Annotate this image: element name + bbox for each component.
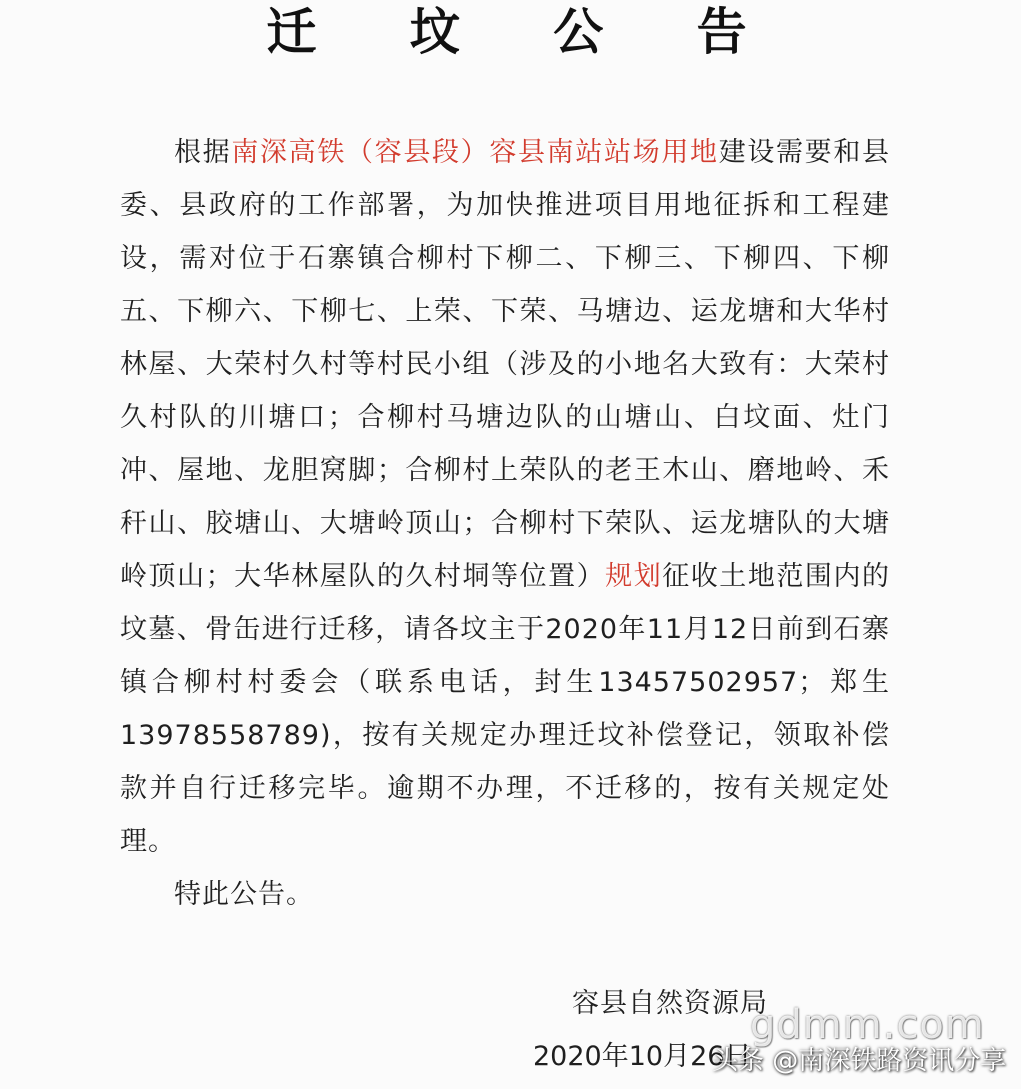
issuer-signature: 容县自然资源局: [572, 988, 768, 1019]
notice-body: [120, 126, 890, 921]
closing-line: 特此公告。: [174, 879, 314, 910]
project-name-highlight: 南深高铁（容县段）容县南站站场用地: [231, 137, 719, 168]
source-watermark-text: 头条 @南深铁路资讯分享: [712, 1046, 1007, 1076]
paragraph-intro-text: 根据: [174, 137, 232, 168]
source-watermark: [712, 1040, 1006, 1077]
issue-date: 2020年10月26日: [533, 1041, 752, 1072]
site-watermark: gdmm.com: [750, 1002, 985, 1048]
paragraph-body-text: 建设需要和县委、县政府的工作部署，为加快推进项目用地征拆和工程建设，需对位于石寨镇合柳村下柳二、下柳三、下柳四、下柳五、下柳六、下柳七、上荣、下荣、马塘边、运龙塘和大华村林屋、大荣村久村等村民小组（涉及的小地名大致有：大荣村久村队的川塘口；合柳村马塘边队的山塘山、白坟面、灶门冲、屋地、龙胆窝脚；合柳村上荣队的老王木山、磨地岭、禾秆山、胶塘山、大塘岭顶山；合柳村下荣队、运龙塘队的大塘岭顶山；大华林屋队的久村垌等位置）: [120, 137, 891, 592]
notice-paragraph: [120, 126, 890, 868]
notice-title: 迁 坟 公 告: [266, 2, 785, 61]
planning-highlight: 规划: [605, 561, 663, 592]
paragraph-instructions-text: 征收土地范围内的坟墓、骨缶进行迁移，请各坟主于2020年11月12日前到石寨镇合柳村村委会（联系电话，封生13457502957；郑生13978558789)，按有关规定办理迁坟补偿登记，领取补偿款并自行迁移完毕。逾期不办理，不迁移的，按有关规定处理。: [120, 561, 891, 857]
